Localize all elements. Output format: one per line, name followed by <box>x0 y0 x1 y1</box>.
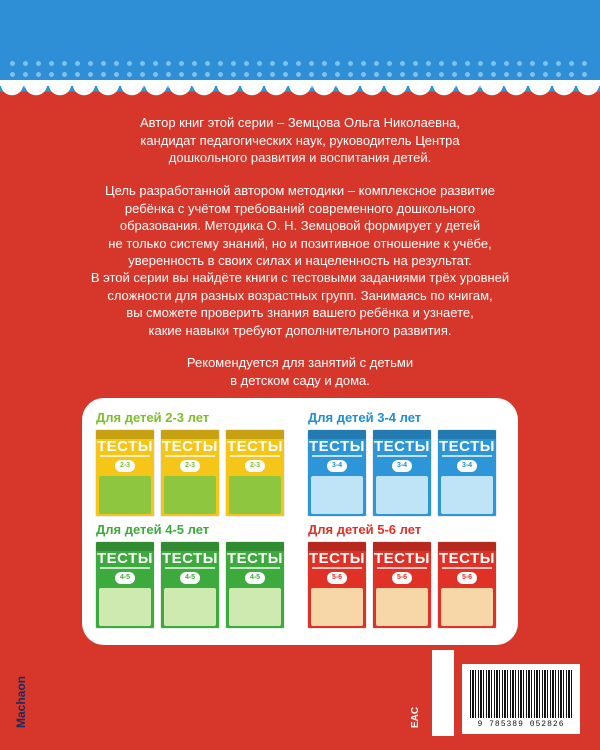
text-line: не только систему знаний, но и позитивное отношение к учёбе, <box>108 235 492 251</box>
book-title: ТЕСТЫ <box>439 550 495 567</box>
book-cover <box>226 542 284 628</box>
book-title: ТЕСТЫ <box>162 438 218 455</box>
book-cover <box>308 542 366 628</box>
book-cover <box>373 430 431 516</box>
book-cover <box>161 542 219 628</box>
book-age-badge: 5-6 <box>392 572 412 584</box>
book-subtitle-line <box>312 455 362 457</box>
book-subtitle-line <box>100 455 150 457</box>
eac-certification-mark: EAC <box>410 706 421 728</box>
book-age-badge: 4-5 <box>115 572 135 584</box>
age-group-3-4 <box>308 410 508 516</box>
age-group-2-3 <box>96 410 296 516</box>
book-age-badge: 5-6 <box>327 572 347 584</box>
sky-band <box>0 0 600 92</box>
scalloped-edge <box>0 84 600 108</box>
text-line: Автор книг этой серии – Земцова Ольга Николаевна, <box>139 115 461 130</box>
book-subtitle-line <box>100 567 150 569</box>
book-row <box>96 430 296 516</box>
text-line: образования. Методика О. Н. Земцовой формирует у детей <box>119 218 481 233</box>
book-cover <box>308 430 366 516</box>
age-group-title: Для детей 2-3 лет <box>96 410 210 425</box>
book-title: ТЕСТЫ <box>439 438 495 455</box>
book-illustration <box>99 588 151 626</box>
book-illustration <box>164 476 216 514</box>
book-illustration <box>164 588 216 626</box>
intro-author <box>70 114 530 167</box>
book-title: ТЕСТЫ <box>97 438 153 455</box>
book-title: ТЕСТЫ <box>97 550 153 567</box>
book-illustration <box>441 476 493 514</box>
book-title: ТЕСТЫ <box>162 550 218 567</box>
book-cover <box>226 430 284 516</box>
age-group-title: Для детей 3-4 лет <box>308 410 422 425</box>
series-panel <box>82 398 518 645</box>
book-cover <box>161 430 219 516</box>
text-line: Цель разработанной автором методики – комплексное развитие <box>105 183 495 198</box>
book-subtitle-line <box>165 567 215 569</box>
book-cover <box>373 542 431 628</box>
book-illustration <box>376 588 428 626</box>
book-subtitle-line <box>312 567 362 569</box>
publisher-logo <box>432 650 454 736</box>
text-line: уверенность в своих силах и нацеленность на результат. <box>128 253 472 268</box>
text-line: В этой серии вы найдёте книги с тестовыми заданиями трёх уровней <box>90 270 510 285</box>
book-age-badge: 3-4 <box>392 460 412 472</box>
book-illustration <box>229 588 281 626</box>
age-group-5-6 <box>308 522 508 628</box>
age-group-4-5 <box>96 522 296 628</box>
intro-method <box>70 182 530 270</box>
book-illustration <box>441 588 493 626</box>
book-row <box>96 542 296 628</box>
book-age-badge: 2-3 <box>180 460 200 472</box>
book-subtitle-line <box>165 455 215 457</box>
book-illustration <box>311 588 363 626</box>
text-line: сложности для разных возрастных групп. Занимаясь по книгам, <box>107 287 493 303</box>
text-line: ребёнка с учётом требований современного дошкольного <box>124 200 476 216</box>
book-title: ТЕСТЫ <box>227 550 283 567</box>
book-age-badge: 2-3 <box>245 460 265 472</box>
book-cover <box>438 430 496 516</box>
book-age-badge: 4-5 <box>245 572 265 584</box>
text-line: какие навыки требуют дополнительного развития. <box>148 322 452 338</box>
publisher-name: Machaon <box>14 675 28 728</box>
age-group-title: Для детей 5-6 лет <box>308 522 422 537</box>
text-line: кандидат педагогических наук, руководитель Центра <box>140 132 460 148</box>
book-age-badge: 3-4 <box>457 460 477 472</box>
book-title: ТЕСТЫ <box>374 438 430 455</box>
text-line: Рекомендуется для занятий с детьми <box>186 355 414 370</box>
text-line: вы сможете проверить знания вашего ребёнка и узнаете, <box>126 305 474 320</box>
barcode-bars <box>470 670 572 718</box>
book-illustration <box>376 476 428 514</box>
isbn-number: 9 785389 052826 <box>477 720 565 729</box>
book-illustration <box>229 476 281 514</box>
book-subtitle-line <box>377 567 427 569</box>
book-cover <box>96 542 154 628</box>
book-subtitle-line <box>442 567 492 569</box>
book-age-badge: 4-5 <box>180 572 200 584</box>
book-subtitle-line <box>230 455 280 457</box>
text-line: в детском саду и дома. <box>230 372 370 388</box>
book-age-badge: 3-4 <box>327 460 347 472</box>
text-line: дошкольного развития и воспитания детей. <box>168 150 432 165</box>
book-title: ТЕСТЫ <box>309 550 365 567</box>
book-row <box>308 542 508 628</box>
age-group-title: Для детей 4-5 лет <box>96 522 210 537</box>
book-subtitle-line <box>230 567 280 569</box>
intro-series <box>70 269 530 339</box>
book-age-badge: 5-6 <box>457 572 477 584</box>
book-title: ТЕСТЫ <box>374 550 430 567</box>
book-subtitle-line <box>377 455 427 457</box>
book-age-badge: 2-3 <box>115 460 135 472</box>
book-cover <box>96 430 154 516</box>
intro-recommendation <box>70 354 530 389</box>
book-illustration <box>311 476 363 514</box>
isbn-barcode <box>462 664 580 734</box>
book-title: ТЕСТЫ <box>227 438 283 455</box>
book-subtitle-line <box>442 455 492 457</box>
book-row <box>308 430 508 516</box>
book-cover <box>438 542 496 628</box>
book-illustration <box>99 476 151 514</box>
book-title: ТЕСТЫ <box>309 438 365 455</box>
